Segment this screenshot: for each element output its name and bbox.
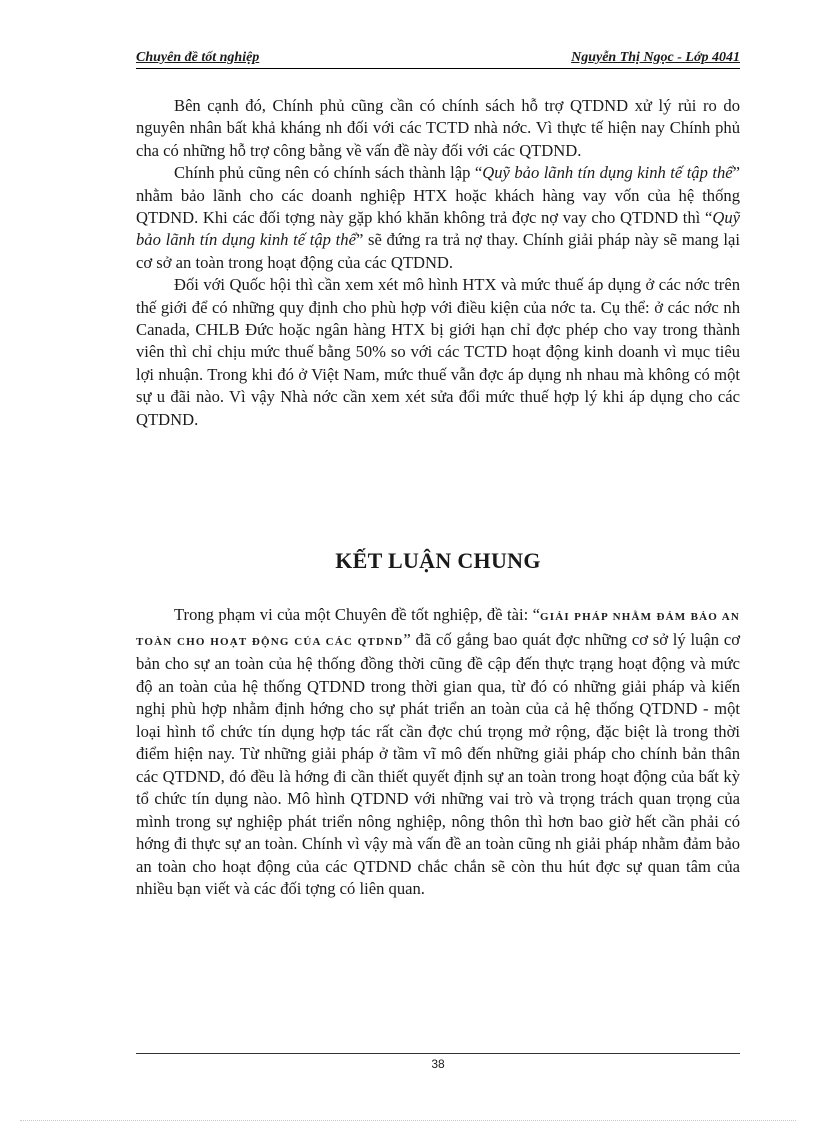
paragraph-risk-support: Bên cạnh đó, Chính phủ cũng cần có chính sách hỗ trợ QTDND xử lý rủi ro do nguyên nhân bất khả kháng nh đối với các TCTD nhà nớc. Vì thực tế hiện nay Chính phủ cha có những hỗ trợ công bằng về vấn đề này đối với các QTDND. xyxy=(136,96,740,160)
paragraph-conclusion xyxy=(136,604,740,901)
fund-text-b: ” nhằm bảo lãnh cho các doanh nghiệp HTX hoặc khách hàng vay vốn của hệ thống QTDND. Khi các đối tợng này gặp khó khăn không trả đợc nợ vay cho QTDND thì “ xyxy=(136,163,740,228)
conclusion-heading: KẾT LUẬN CHUNG xyxy=(335,548,541,573)
paragraph-guarantee-fund xyxy=(136,162,740,274)
thesis-topic: GIẢI PHÁP NHẰM ĐẢM BẢO AN TOÀN CHO HOẠT ĐỘNG CỦA CÁC QTDND xyxy=(136,611,740,648)
page-edge-dotted-line xyxy=(20,1120,796,1121)
conclusion-text-b: ” đã cố gắng bao quát đợc những cơ sở lý luận cơ bản cho sự an toàn của hệ thống đồng thời cũng đề cập đến thực trạng hoạt động và mức độ an toàn của hệ thống QTDND trong thời gian qua, từ đó có những giải pháp và kiến nghị phù hợp nhằm định hớng cho sự phát triển an toàn của cả hệ thống QTDND - một loại hình tổ chức tín dụng hợp tác rất cần đợc chú trọng mở rộng, đặc biệt là trong thời điểm hiện nay. Từ những giải pháp ở tầm vĩ mô đến những giải pháp cho chính bản thân các QTDND, đó đều là hớng đi cần thiết quyết định sự an toàn trong hoạt động của bất kỳ tổ chức tín dụng nào. Mô hình QTDND với những vai trò và trọng trách quan trọng của mình trong sự nghiệp phát triển nông nghiệp, nông thôn thì hơn bao giờ hết cần phải có hớng đi thực sự an toàn. Chính vì vậy mà vấn đề an toàn cũng nh giải pháp nhằm đảm bảo an toàn cho hoạt động của các QTDND chắc chắn sẽ còn thu hút đợc sự quan tâm của nhiều bạn viết và các đối tợng có liên quan. xyxy=(136,629,740,898)
header-title: Chuyên đề tốt nghiệp xyxy=(136,50,260,65)
fund-text-c: ” sẽ đứng ra trả nợ thay. Chính giải pháp này sẽ mang lại cơ sở an toàn trong hoạt động của các QTDND. xyxy=(136,230,740,272)
conclusion-text-a: Trong phạm vi của một Chuyên đề tốt nghiệp, đề tài: “ xyxy=(174,605,541,624)
fund-text-a: Chính phủ cũng nên có chính sách thành lập “ xyxy=(174,163,483,183)
fund-name-italic-2: Quỹ bảo lãnh tín dụng kinh tế tập thể xyxy=(136,208,740,250)
body-section-conclusion xyxy=(136,604,740,901)
fund-name-italic: Quỹ bảo lãnh tín dụng kinh tế tập thể xyxy=(482,163,733,183)
footer-divider xyxy=(136,1053,740,1054)
running-header xyxy=(136,48,740,69)
paragraph-national-assembly: Đối với Quốc hội thì cần xem xét mô hình HTX và mức thuế áp dụng ở các nớc trên thế giới để có những quy định cho phù hợp với điều kiện của nớc ta. Cụ thể: ở các nớc nh Canada, CHLB Đức hoặc ngân hàng HTX bị giới hạn chỉ đợc phép cho vay trong thành viên thì chỉ chịu mức thuế bằng 50% so với các TCTD hoạt động kinh doanh vì mục tiêu lợi nhuận. Trong khi đó ở Việt Nam, mức thuế vẫn đợc áp dụng nh nhau mà không có một sự u đãi nào. Vì vậy Nhà nớc cần xem xét sửa đổi mức thuế hợp lý khi áp dụng cho các QTDND. xyxy=(136,275,740,429)
body-section-recommendations xyxy=(136,95,740,431)
page-number: 38 xyxy=(431,1057,445,1071)
header-author: Nguyễn Thị Ngọc - Lớp 4041 xyxy=(571,50,740,65)
